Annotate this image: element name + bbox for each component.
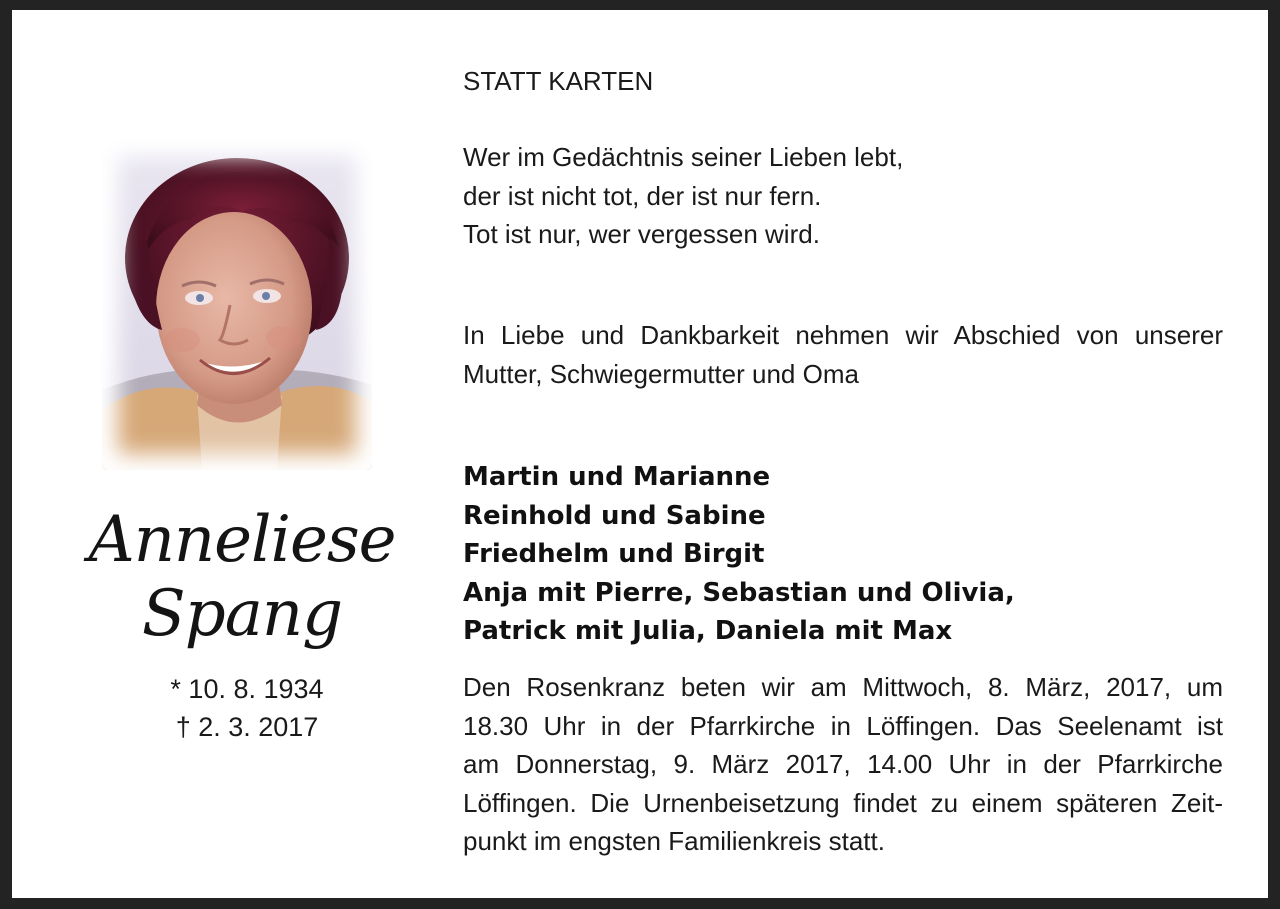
notice-line: punkt im engsten Familienkreis statt.	[463, 826, 885, 856]
obituary-card	[12, 10, 1268, 898]
notice-line: am Donnerstag, 9. März 2017, 14.00 Uhr in der Pfarrkirche	[463, 749, 1223, 779]
notice-line: 18.30 Uhr in der Pfarrkirche in Löffingen. Das Seelenamt ist	[463, 710, 1223, 741]
memorial-poem	[463, 138, 1223, 254]
portrait-photo	[102, 140, 372, 470]
birth-date: * 10. 8. 1934	[170, 674, 324, 704]
deceased-last-name: Spang	[141, 577, 343, 651]
heading-statt-karten: STATT KARTEN	[463, 66, 654, 96]
notice-line: Löffingen. Die Urnenbeisetzung findet zu einem späteren Zeit-	[463, 787, 1223, 818]
family-line: Anja mit Pierre, Sebastian und Olivia,	[463, 577, 1015, 608]
family-members	[463, 458, 1223, 651]
poem-line: der ist nicht tot, der ist nur fern.	[463, 180, 822, 211]
life-dates	[112, 670, 382, 746]
family-line: Friedhelm und Birgit	[463, 539, 765, 569]
notice-line: Den Rosenkranz beten wir am Mittwoch, 8. März, 2017, um	[463, 672, 1223, 702]
family-line: Martin und Marianne	[463, 462, 771, 492]
death-date: † 2. 3. 2017	[175, 712, 319, 742]
family-line: Patrick mit Julia, Daniela mit Max	[463, 616, 953, 646]
portrait-illustration	[102, 140, 372, 470]
poem-line: Tot ist nur, wer vergessen wird.	[463, 219, 820, 249]
family-line: Reinhold und Sabine	[463, 500, 766, 531]
poem-line: Wer im Gedächtnis seiner Lieben lebt,	[463, 142, 904, 172]
deceased-first-name: Anneliese	[88, 503, 396, 577]
intro-line: In Liebe und Dankbarkeit nehmen wir Abschied von unserer	[463, 320, 1223, 350]
intro-line: Mutter, Schwiegermutter und Oma	[463, 358, 859, 389]
farewell-intro	[463, 316, 1223, 393]
service-notice	[463, 668, 1223, 861]
